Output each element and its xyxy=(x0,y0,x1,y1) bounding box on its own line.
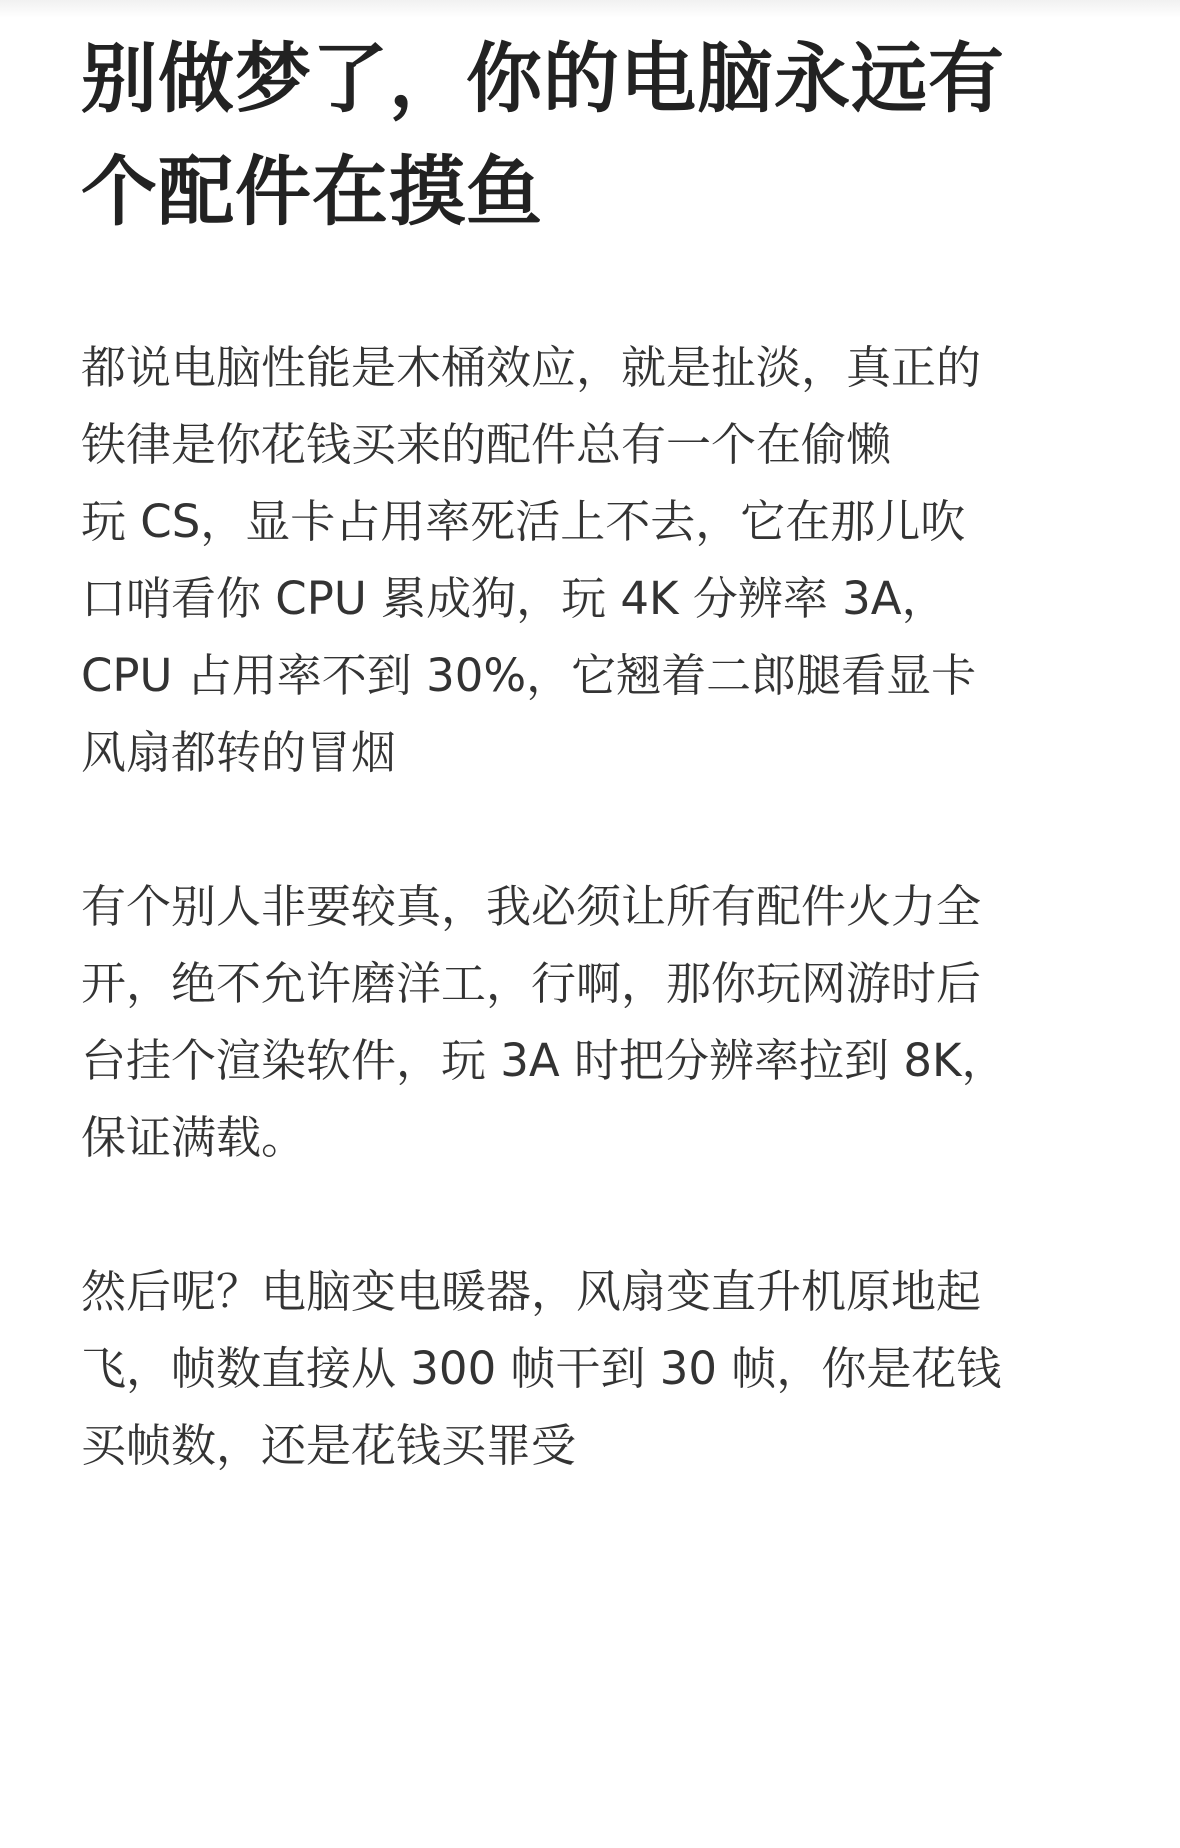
paragraph-2 xyxy=(81,868,1111,1176)
paragraph-line: 口哨看你 CPU 累成狗，玩 4K 分辨率 3A， xyxy=(81,572,947,625)
paragraph-line: 保证满载。 xyxy=(81,1111,307,1164)
title-line-1: 别做梦了，你的电脑永远有 xyxy=(81,34,1005,123)
article xyxy=(81,22,1111,1484)
paragraph-3 xyxy=(81,1253,1111,1484)
top-shadow xyxy=(0,0,1180,18)
paragraph-line: 台挂个渲染软件，玩 3A 时把分辨率拉到 8K， xyxy=(81,1034,1007,1087)
paragraph-line: CPU 占用率不到 30%，它翘着二郎腿看显卡 xyxy=(81,649,977,702)
paragraph-1 xyxy=(81,329,1111,791)
paragraph-line: 飞，帧数直接从 300 帧干到 30 帧，你是花钱 xyxy=(81,1342,1002,1395)
paragraph-line: 然后呢？电脑变电暖器，风扇变直升机原地起 xyxy=(81,1265,982,1318)
paragraph-line: 铁律是你花钱买来的配件总有一个在偷懒 xyxy=(81,418,892,471)
paragraph-line: 有个别人非要较真，我必须让所有配件火力全 xyxy=(81,880,982,933)
paragraph-line: 风扇都转的冒烟 xyxy=(81,726,397,779)
paragraph-line: 开，绝不允许磨洋工，行啊，那你玩网游时后 xyxy=(81,957,982,1010)
title-line-2: 个配件在摸鱼 xyxy=(81,147,543,236)
article-title xyxy=(81,22,1111,248)
paragraph-line: 买帧数，还是花钱买罪受 xyxy=(81,1419,577,1472)
paragraph-line: 都说电脑性能是木桶效应，就是扯淡，真正的 xyxy=(81,341,982,394)
paragraph-line: 玩 CS，显卡占用率死活上不去，它在那儿吹 xyxy=(81,495,966,548)
